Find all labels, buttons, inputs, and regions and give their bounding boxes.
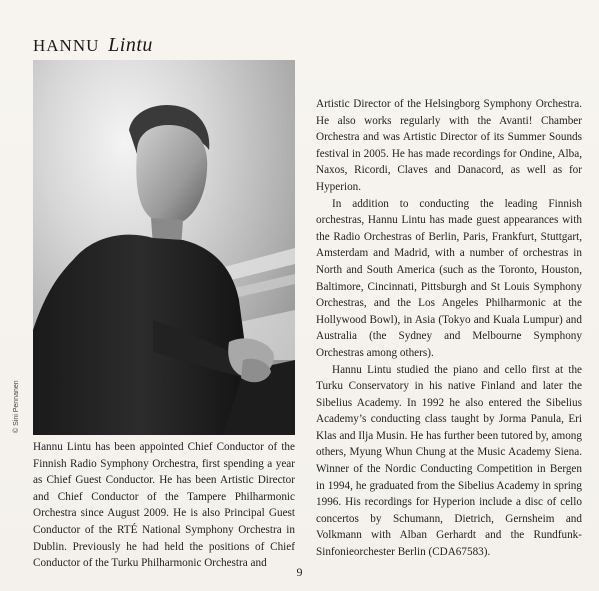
bio-column-left xyxy=(33,439,295,572)
page-number: 9 xyxy=(296,565,303,579)
bio-paragraph: Hannu Lintu studied the piano and cello first at the Turku Conservatory in his native Finland and later the Sibelius Academy. In 1992 he also entered the Sibelius Academy’s conducting class taught by Jorma Panula, Eri Klas and Ilja Musin. He has further been tutored by, among others, Myung Whun Chung at the Music Academy Siena. Winner of the Nordic Conducting Competition in Bergen in 1994, he graduated from the Sibelius Academy in spring 1996. His recordings for Hyperion include a disc of cello concertos by Schumann, Dietrich, Gernsheim and Volkmann with Alban Gerhardt and the Rundfunk-Sinfonieorchester Berlin (CDA67583). xyxy=(316,363,582,559)
page-title xyxy=(33,34,153,57)
conductor-first-name: HANNU xyxy=(33,36,100,55)
bleed-through-text xyxy=(300,12,590,96)
conductor-portrait-image xyxy=(33,60,295,435)
photo-credit: © Sini Pennanen xyxy=(13,380,20,433)
conductor-photo xyxy=(33,60,295,435)
bio-column-right xyxy=(316,96,582,561)
bio-paragraph: Hannu Lintu has been appointed Chief Conductor of the Finnish Radio Symphony Orchestra, first spending a year as Chief Guest Conductor. He has been Artistic Director and Chief Conductor of the Tampere Philharmonic Orchestra since August 2009. He is also Principal Guest Conductor of the RTÉ National Symphony Orchestra in Dublin. Previously he had held the positions of Chief Conductor of the Turku Philharmonic Orchestra and xyxy=(33,441,295,570)
bio-paragraph: Artistic Director of the Helsingborg Symphony Orchestra. He also works regularly with the Avanti! Chamber Orchestra and was Artistic Director of its Summer Sounds festival in 2005. He has made recordings for Ondine, Alba, Naxos, Ricordi, Claves and Danacord, as well as for Hyperion. xyxy=(316,98,582,193)
bio-paragraph: In addition to conducting the leading Finnish orchestras, Hannu Lintu has made guest appearances with the Radio Orchestras of Berlin, Paris, Frankfurt, Stuttgart, Amsterdam and Madrid, with a number of orchestras in North and South America (such as the Toronto, Houston, Baltimore, Cincinnati, Pittsburgh and St Louis Symphony Orchestras, and the Los Angeles Philharmonic at the Hollywood Bowl), in Asia (Tokyo and Kuala Lumpur) and Australia (the Sydney and Melbourne Symphony Orchestras among others). xyxy=(316,197,582,359)
conductor-last-name: Lintu xyxy=(108,34,153,56)
